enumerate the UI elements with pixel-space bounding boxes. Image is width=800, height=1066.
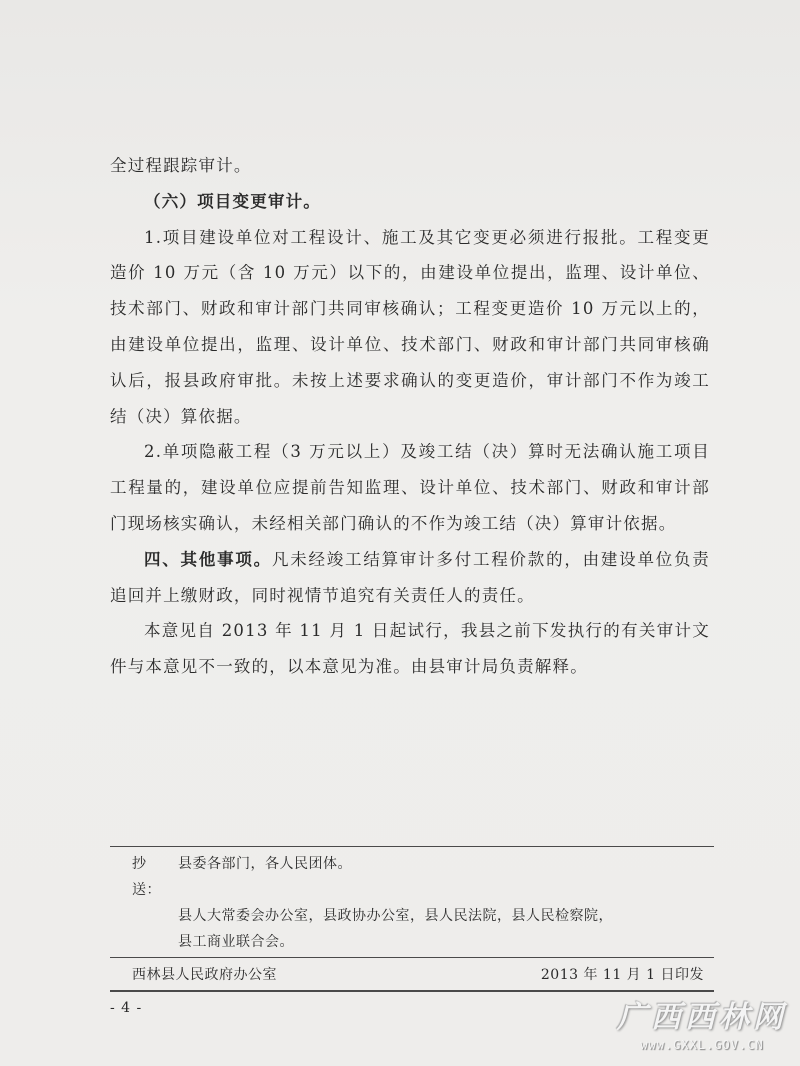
issuer-row [110,958,714,990]
section-heading-other-matters: 四、其他事项。 [144,549,272,569]
watermark-url: www.GXXL.GOV.CN [640,1038,764,1052]
paragraph-continuation: 全过程跟踪审计。 [110,156,252,175]
cc-line-2: 县人大常委会办公室，县政协办公室，县人民法院，县人民检察院， [178,908,613,924]
cc-section [110,851,714,903]
paragraph-item-1: 1.项目建设单位对工程设计、施工及其它变更必须进行报批。工程变更造价 10 万元（含 10 万元）以下的，由建设单位提出，监理、设计单位、技术部门、财政和审计部门共同审核确认；工程变更造价 10 万元以上的，由建设单位提出，监理、设计单位、技术部门、财政和审计部门共同审核确认后，报县政府审批。未按上述要求确认的变更造价，审计部门不作为竣工结（决）算依据。 [110,227,710,426]
top-divider [110,846,714,847]
other-matters-text: 凡未经竣工结算审计多付工程价款的，由建设单位负责追回并上缴财政，同时视情节追究有关责任人的责任。 [110,549,710,605]
paragraph-item-2: 2.单项隐蔽工程（3 万元以上）及竣工结（决）算时无法确认施工项目工程量的，建设单位应提前告知监理、设计单位、技术部门、财政和审计部门现场核实确认，未经相关部门确认的不作为竣工结（决）算审计依据。 [110,442,710,533]
cc-label: 抄 送： [132,856,161,898]
body-text [110,148,710,685]
cc-recipients-continued [110,903,714,955]
issuer-name: 西林县人民政府办公室 [132,967,277,983]
paragraph-effective-date: 本意见自 2013 年 11 月 1 日起试行，我县之前下发执行的有关审计文件与本意见不一致的，以本意见为准。由县审计局负责解释。 [110,621,710,677]
issue-date: 2013 年 11 月 1 日印发 [540,967,704,983]
cc-line-1: 县委各部门，各人民团体。 [178,856,352,872]
cc-recipients [180,851,714,903]
watermark-logo [612,992,792,1052]
distribution-block [110,846,714,992]
watermark-title: 广西西林网 [617,1000,787,1035]
page-number: - 4 - [110,1000,143,1016]
paragraph-other-matters [110,542,710,614]
section-heading-project-change-audit: （六）项目变更审计。 [144,191,321,211]
cc-line-3: 县工商业联合会。 [178,934,294,950]
